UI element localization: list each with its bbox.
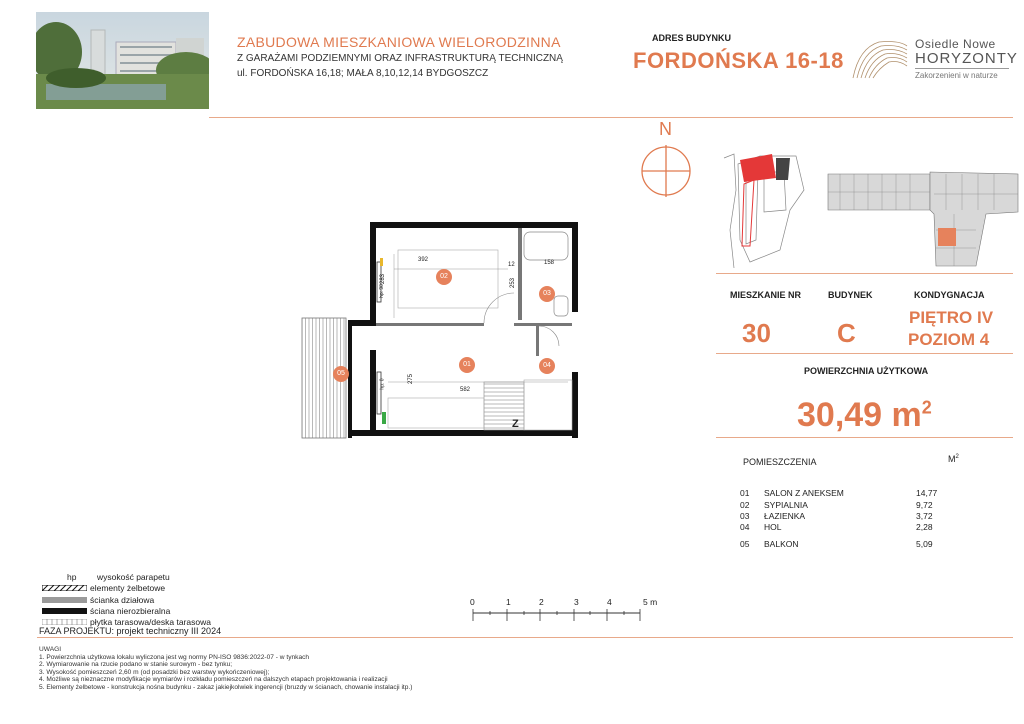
legend-swatch-grey (42, 597, 87, 603)
project-subtitle: Z GARAŻAMI PODZIEMNYMI ORAZ INFRASTRUKTURĄ TECHNICZNĄ (237, 53, 563, 64)
divider-3 (716, 437, 1013, 438)
logo-text-line2: HORYZONTY (915, 50, 1018, 67)
legend-parapet: wysokość parapetu (97, 572, 170, 582)
room-name: ŁAZIENKA (764, 511, 806, 521)
logo-divider (915, 68, 1009, 69)
room-tag-01: 01 (459, 357, 475, 373)
building-address-label: ADRES BUDYNKU (652, 33, 732, 43)
legend-hp: hp (67, 572, 77, 582)
compass-north-label: N (659, 119, 672, 139)
level-line1: PIĘTRO IV (909, 308, 994, 327)
legend-label: ściana nierozbieralna (90, 606, 171, 616)
apartment-number-label: MIESZKANIE NR (730, 290, 802, 300)
divider-2 (716, 353, 1013, 354)
room-name: SALON Z ANEKSEM (764, 488, 844, 498)
site-key-plan (720, 150, 808, 272)
room-name: SYPIALNIA (764, 500, 808, 510)
legend-label: płytka tarasowa/deska tarasowa (90, 617, 211, 627)
parapet-label-living: hp: 0 (379, 378, 386, 390)
dim-living-width: 582 (460, 387, 471, 393)
room-area: 2,28 (916, 522, 933, 532)
notes-title: UWAGI (39, 646, 62, 653)
notes (39, 646, 412, 692)
room-number: 04 (740, 522, 750, 532)
legend-swatch-stripes (42, 619, 87, 625)
dim-bedroom-width: 392 (418, 257, 429, 263)
dim-bathroom-width: 158 (544, 260, 555, 266)
room-area: 5,09 (916, 539, 933, 549)
dim-wall: 12 (508, 262, 515, 268)
room-tag-05: 05 (333, 366, 349, 382)
compass-icon (640, 145, 692, 197)
scale-tick-0: 0 (470, 597, 475, 607)
scale-tick-2: 2 (539, 597, 544, 607)
building-label: BUDYNEK (828, 290, 873, 300)
header-divider (209, 117, 1013, 118)
scale-tick-3: 3 (574, 597, 579, 607)
building-value: C (837, 318, 856, 348)
logo-mark (849, 38, 909, 82)
rooms-unit-exponent: 2 (955, 454, 959, 460)
level-line2: POZIOM 4 (908, 330, 990, 349)
room-tag-04: 04 (539, 358, 555, 374)
room-row (740, 488, 970, 500)
room-name: BALKON (764, 539, 799, 549)
room-tag-03: 03 (539, 286, 555, 302)
project-phase: FAZA PROJEKTU: projekt techniczny III 2024 (39, 626, 222, 636)
floor-key-plan (826, 170, 1020, 270)
room-area: 9,72 (916, 500, 933, 510)
legend-label: elementy żelbetowe (90, 583, 166, 593)
notes-divider (37, 637, 1013, 638)
dim-bathroom-depth: 253 (510, 277, 517, 289)
dim-living-depth: 275 (408, 373, 415, 385)
legend-swatch-hatch (42, 585, 87, 591)
apartment-number: 30 (742, 318, 771, 348)
room-area: 14,77 (916, 488, 938, 498)
room-number: 03 (740, 511, 750, 521)
logo-text-line1: Osiedle Nowe (915, 37, 996, 51)
room-number: 02 (740, 500, 750, 510)
divider-1 (716, 273, 1013, 274)
note-line: 1. Powierzchnia użytkowa lokalu wyliczona jest wg normy PN-ISO 9836:2022-07 - w tynkach (39, 653, 310, 661)
usable-area-exponent: 2 (921, 397, 932, 418)
legend-label: ścianka działowa (90, 595, 155, 605)
scale-tick-4: 4 (607, 597, 612, 607)
rooms-unit (948, 454, 959, 464)
fridge-mark: Z (512, 418, 519, 430)
logo-tagline: Zakorzenieni w naturze (915, 71, 998, 80)
room-name: HOL (764, 522, 782, 532)
parapet-label-bedroom: hp: 90 (378, 284, 385, 298)
room-number: 05 (740, 539, 750, 549)
rooms-header: POMIESZCZENIA (743, 457, 817, 467)
room-number: 01 (740, 488, 750, 498)
room-row (740, 539, 970, 551)
room-row (740, 522, 970, 534)
scale-tick-5: 5 m (643, 597, 658, 607)
note-line: 4. Możliwe są nieznaczne modyfikacje wymiarów i rozkładu pomieszczeń na dalszych etapach projektowania i realizacji (39, 676, 388, 684)
level-label: KONDYGNACJA (914, 290, 985, 300)
project-title: ZABUDOWA MIESZKANIOWA WIELORODZINNA (237, 34, 561, 50)
scale-bar (470, 609, 650, 623)
room-area: 3,72 (916, 511, 933, 521)
floor-plan (298, 222, 594, 444)
rooms-unit-text: M (948, 454, 956, 464)
dim-bedroom-depth: 283 (380, 273, 387, 285)
scale-tick-1: 1 (506, 597, 511, 607)
note-line: 2. Wymiarowanie na rzucie podano w stanie surowym - bez tynku; (39, 661, 233, 669)
note-line: 3. Wysokość pomieszczeń 2,60 m (od posadzki bez warstwy wykończeniowej); (39, 668, 270, 676)
usable-area-value (797, 396, 932, 435)
usable-area-number: 30,49 m (797, 396, 922, 434)
project-photo (36, 12, 209, 109)
project-address: ul. FORDOŃSKA 16,18; MAŁA 8,10,12,14 BYDGOSZCZ (237, 68, 489, 79)
legend-swatch-black (42, 608, 87, 614)
note-line: 5. Elementy żelbetowe - konstrukcja nośna budynku - zakaz jakiejkolwiek ingerencji (bruzdy w ścianach, chowanie instalacji itp.) (39, 683, 413, 691)
room-tag-02: 02 (436, 269, 452, 285)
usable-area-label: POWIERZCHNIA UŻYTKOWA (804, 366, 929, 376)
building-address: FORDOŃSKA 16-18 (633, 48, 844, 73)
